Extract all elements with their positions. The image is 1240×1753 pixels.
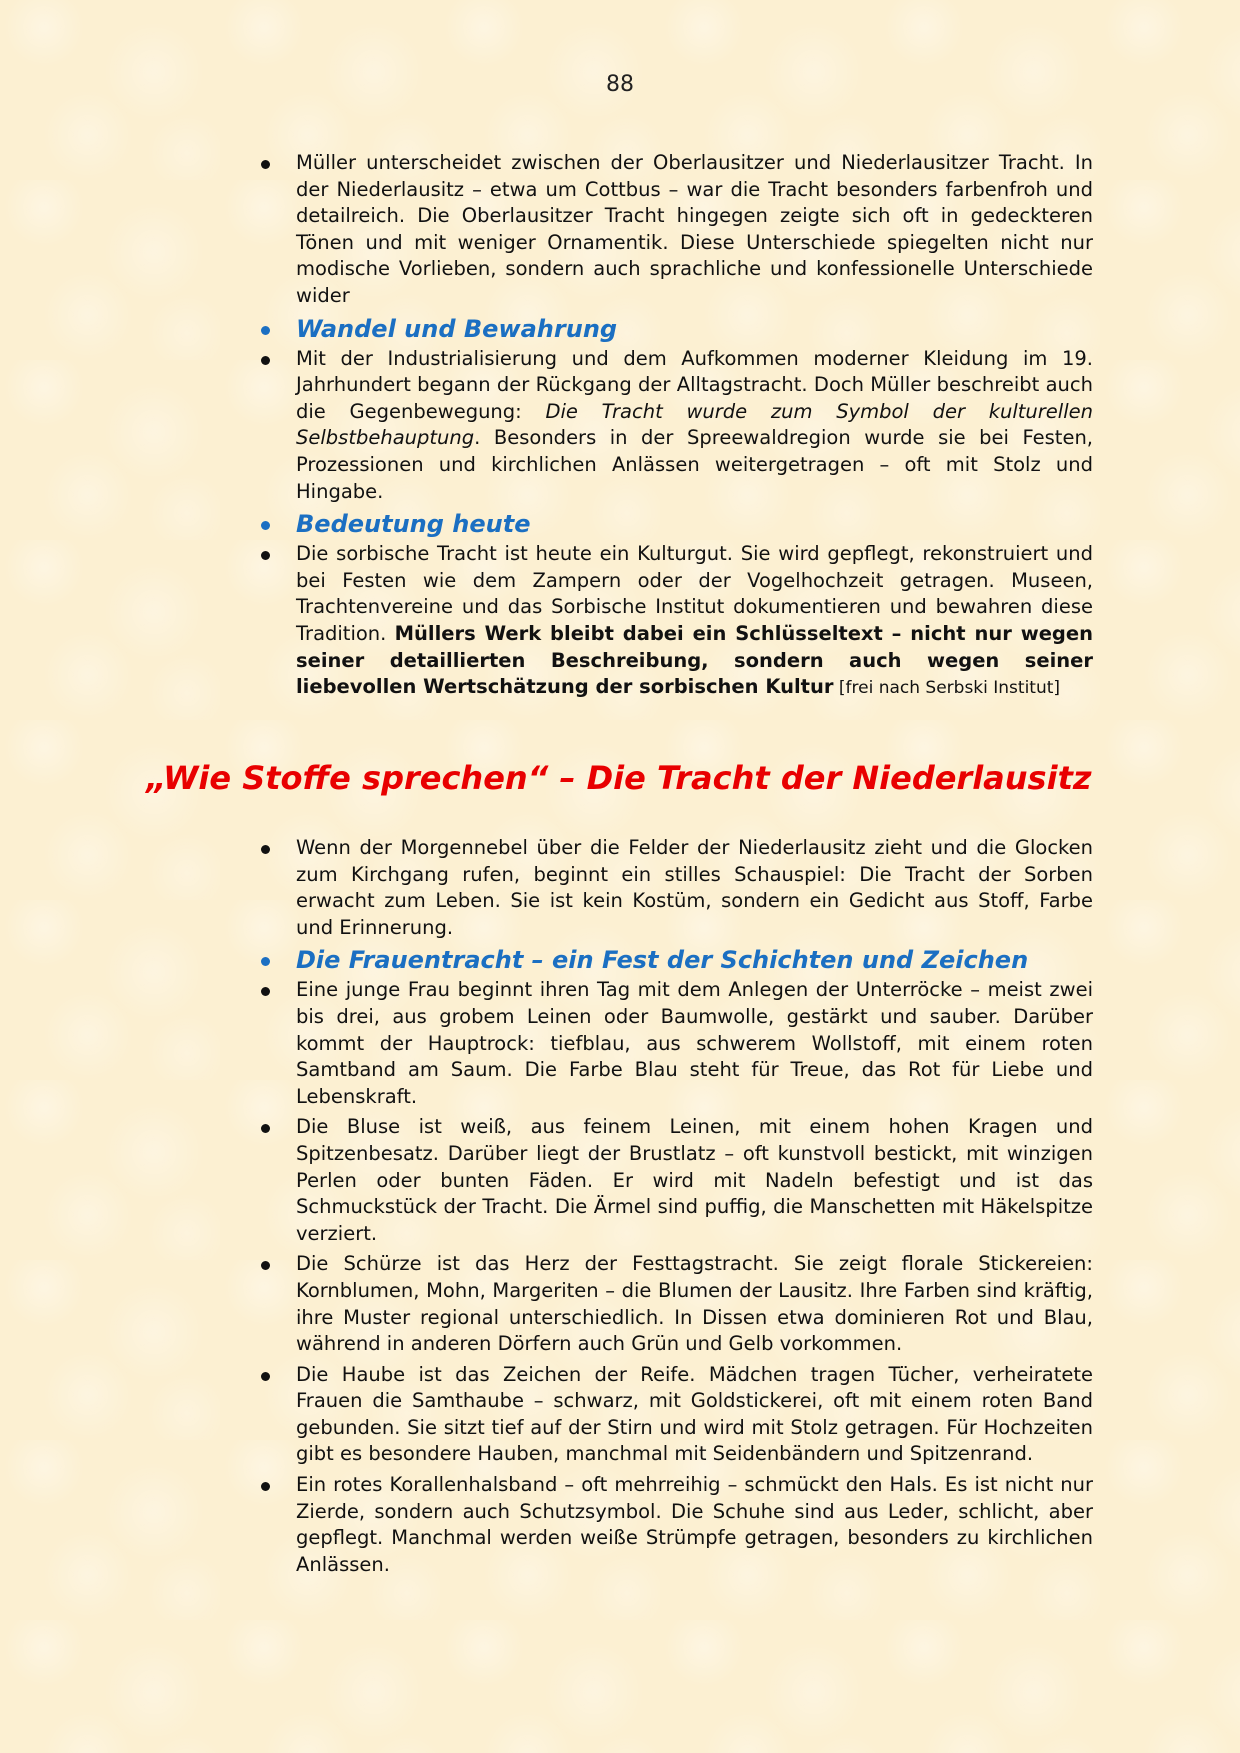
list-item: Ein rotes Korallenhalsband – oft mehrreihig – schmückt den Hals. Es ist nicht nur Zierde, sondern auch Schutzsymbol. Die Schuhe sind aus Leder, schlicht, aber gepflegt. Manchmal werden weiße Strümpfe getragen, besonders zu kirchlichen Anlässen. <box>258 1472 1093 1578</box>
source-citation: [frei nach Serbski Institut] <box>833 678 1061 699</box>
list-item <box>258 346 1093 506</box>
paragraph-text: . Besonders in der Spreewaldregion wurde sie bei Festen, Prozessionen und kirchlichen Anlässen weitergetragen – oft mit Stolz und Hingabe. <box>296 426 1093 503</box>
list-item: Müller unterscheidet zwischen der Oberlausitzer und Niederlausitzer Tracht. In der Niederlausitz – etwa um Cottbus – war die Tracht besonders farbenfroh und detailreich. Die Oberlausitzer Tracht hingegen zeigte sich oft in gedeckteren Tönen und mit weniger Ornamentik. Diese Unterschiede spiegelten nicht nur modische Vorlieben, sondern auch sprachliche und konfessionelle Unterschiede wider <box>258 150 1093 310</box>
bullet-list-section-1 <box>258 150 1093 706</box>
bold-statement: Müllers Werk bleibt dabei ein Schlüsseltext – nicht nur wegen seiner detaillierten Beschreibung, sondern auch wegen seiner liebevollen Wertschätzung der sorbischen Kultur <box>296 621 1093 699</box>
section-heading: „Wie Stoffe sprechen“ – Die Tracht der Niederlausitz <box>146 759 1092 797</box>
list-item: Die Bluse ist weiß, aus feinem Leinen, mit einem hohen Kragen und Spitzenbesatz. Darüber liegt der Brustlatz – oft kunstvoll bestickt, mit winzigen Perlen oder bunten Fäden. Er wird mit Nadeln befestigt und ist das Schmuckstück der Tracht. Die Ärmel sind puffig, die Manschetten mit Häkelspitze verziert. <box>258 1114 1093 1247</box>
subheading-wandel-und-bewahrung: Wandel und Bewahrung <box>258 314 1093 344</box>
list-item <box>258 541 1093 702</box>
subheading-bedeutung-heute: Bedeutung heute <box>258 509 1093 539</box>
list-item: Die Haube ist das Zeichen der Reife. Mädchen tragen Tücher, verheiratete Frauen die Samthaube – schwarz, mit Goldstickerei, oft mit einem roten Band gebunden. Sie sitzt tief auf der Stirn und wird mit Stolz getragen. Für Hochzeiten gibt es besondere Hauben, manchmal mit Seidenbändern und Spitzenrand. <box>258 1362 1093 1468</box>
page-number: 88 <box>606 72 634 97</box>
paragraph-text: Mit der Industrialisierung und dem Aufkommen moderner Kleidung im 19. Jahrhundert begann der Rückgang der Alltagstracht. Doch Müller beschreibt auch die Gegenbewegung: <box>296 346 1093 423</box>
list-item: Die Schürze ist das Herz der Festtagstracht. Sie zeigt florale Stickereien: Kornblumen, Mohn, Margeriten – die Blumen der Lausitz. Ihre Farben sind kräftig, ihre Muster regional unterschiedlich. In Dissen etwa dominieren Rot und Blau, während in anderen Dörfern auch Grün und Gelb vorkommen. <box>258 1251 1093 1357</box>
list-item: Eine junge Frau beginnt ihren Tag mit dem Anlegen der Unterröcke – meist zwei bis drei, aus grobem Leinen oder Baumwolle, gestärkt und sauber. Darüber kommt der Hauptrock: tiefblau, aus schwerem Wollstoff, mit einem roten Samtband am Saum. Die Farbe Blau steht für Treue, das Rot für Liebe und Lebenskraft. <box>258 977 1093 1110</box>
paragraph-text: Die sorbische Tracht ist heute ein Kulturgut. Sie wird gepflegt, rekonstruiert und bei Festen wie dem Zampern oder der Vogelhochzeit getragen. Museen, Trachtenvereine und das Sorbische Institut dokumentieren und bewahren diese Tradition. <box>296 542 1093 645</box>
list-item: Wenn der Morgennebel über die Felder der Niederlausitz zieht und die Glocken zum Kirchgang rufen, beginnt ein stilles Schauspiel: Die Tracht der Sorben erwacht zum Leben. Sie ist kein Kostüm, sondern ein Gedicht aus Stoff, Farbe und Erinnerung. <box>258 835 1093 941</box>
subheading-frauentracht: Die Frauentracht – ein Fest der Schichten und Zeichen <box>258 945 1093 975</box>
bullet-list-section-2 <box>258 835 1093 1582</box>
italic-quote: Die Tracht wurde zum Symbol der kulturellen Selbstbehauptung <box>296 399 1093 450</box>
